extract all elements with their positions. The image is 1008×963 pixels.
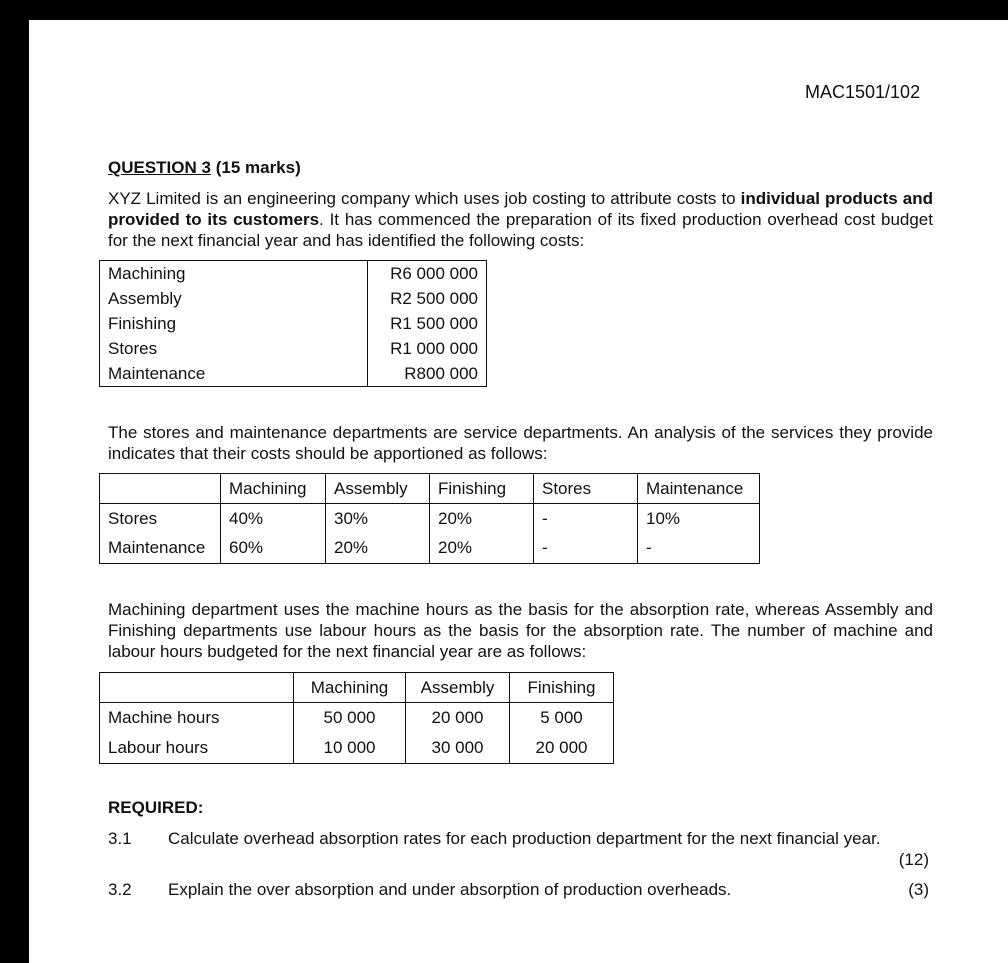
course-code: MAC1501/102 — [805, 82, 921, 102]
table-row: Maintenance 60% 20% 20% - - — [100, 533, 760, 564]
apportion-table — [99, 473, 760, 564]
question-number: QUESTION 3 — [108, 158, 211, 177]
table-row: Finishing R1 500 000 — [100, 311, 487, 336]
table-row: Stores 40% 30% 20% - 10% — [100, 504, 760, 534]
table-row: Assembly R2 500 000 — [100, 286, 487, 311]
question-marks: (15 marks) — [215, 158, 301, 177]
service-paragraph: The stores and maintenance departments are service departments. An analysis of the services they provide indicates that their costs should be apportioned as follows: — [108, 423, 933, 463]
intro-bold-text: individual products and provided to its customers — [108, 189, 933, 229]
required-item-number: 3.1 — [108, 829, 132, 848]
hours-paragraph: Machining department uses the machine hours as the basis for the absorption rate, whereas Assembly and Finishing departments use labour hours as the basis for the absorption rate. The number of machine and labour hours budgeted for the next financial year are as follows: — [108, 600, 933, 661]
hours-table — [99, 672, 614, 764]
intro-paragraph: XYZ Limited is an engineering company which uses job costing to attribute costs to individual products and provided to its customers. It has commenced the preparation of its fixed production overhead cost budget for the next financial year and has identified the following costs: — [108, 189, 933, 250]
table-row: Machining R6 000 000 — [100, 261, 487, 287]
required-item-number: 3.2 — [108, 880, 132, 899]
required-heading: REQUIRED: — [108, 798, 204, 817]
table-header-row: Machining Assembly Finishing — [100, 673, 614, 703]
required-item-marks: (12) — [898, 850, 929, 869]
table-row: Stores R1 000 000 — [100, 336, 487, 361]
table-row: Maintenance R800 000 — [100, 361, 487, 387]
table-row: Labour hours 10 000 30 000 20 000 — [100, 732, 614, 764]
required-item-text: Explain the over absorption and under absorption of production overheads. — [168, 880, 732, 899]
costs-table — [99, 260, 487, 387]
question-title — [108, 158, 301, 178]
document-page — [29, 20, 1008, 963]
required-item-text: Calculate overhead absorption rates for each production department for the next financial year. — [168, 829, 881, 848]
table-header-row: Machining Assembly Finishing Stores Maintenance — [100, 474, 760, 504]
required-item-marks: (3) — [908, 880, 929, 899]
table-row: Machine hours 50 000 20 000 5 000 — [100, 703, 614, 733]
